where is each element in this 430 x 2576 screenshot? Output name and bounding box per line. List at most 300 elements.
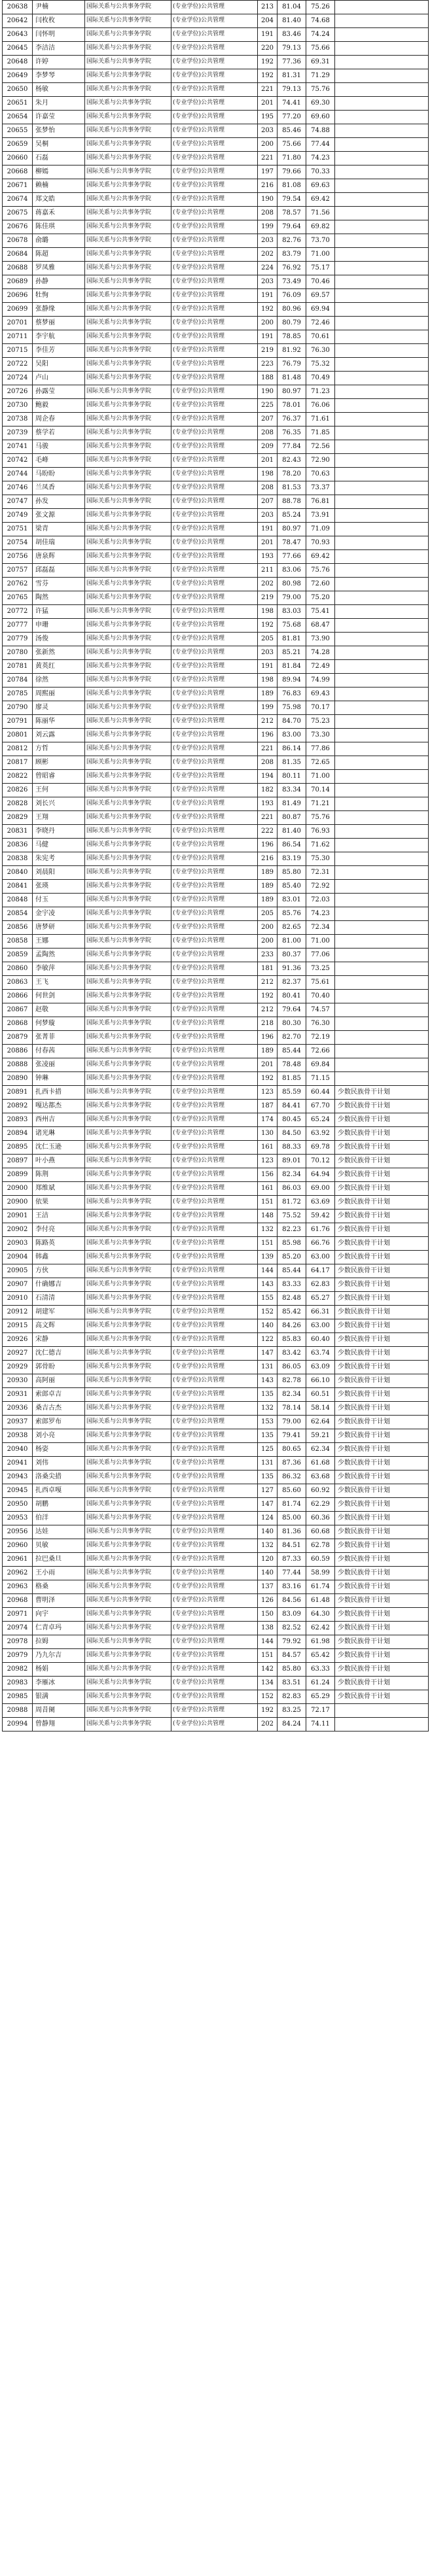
initial-score-cell: 223 [258, 358, 278, 372]
major-cell: (专业学位)公共管理 [171, 591, 258, 605]
interview-score-cell: 86.03 [278, 1182, 306, 1196]
department-cell: 国际关系与公共事务学院 [85, 1635, 171, 1649]
total-score-cell: 75.76 [306, 564, 335, 578]
interview-score-cell: 82.76 [278, 234, 306, 248]
initial-score-cell: 138 [258, 1622, 278, 1635]
major-cell: (专业学位)公共管理 [171, 1086, 258, 1100]
initial-score-cell: 189 [258, 894, 278, 907]
program-note-cell [335, 372, 429, 385]
student-name-cell: 仁青卓玛 [33, 1622, 85, 1635]
interview-score-cell: 77.84 [278, 440, 306, 454]
initial-score-cell: 187 [258, 1100, 278, 1113]
interview-score-cell: 76.37 [278, 413, 306, 426]
table-row [3, 1539, 429, 1553]
major-cell: (专业学位)公共管理 [171, 1663, 258, 1677]
student-id-cell: 20655 [3, 124, 33, 138]
initial-score-cell: 192 [258, 1704, 278, 1718]
student-id-cell: 20886 [3, 1045, 33, 1058]
major-cell: (专业学位)公共管理 [171, 56, 258, 69]
initial-score-cell: 135 [258, 1471, 278, 1484]
table-row [3, 1319, 429, 1333]
student-name-cell: 索郎卓吉 [33, 1388, 85, 1402]
major-cell: (专业学位)公共管理 [171, 97, 258, 111]
student-name-cell: 陈超 [33, 248, 85, 262]
program-note-cell [335, 303, 429, 317]
student-id-cell: 20863 [3, 976, 33, 990]
table-row [3, 742, 429, 756]
interview-score-cell: 75.52 [278, 1210, 306, 1223]
department-cell: 国际关系与公共事务学院 [85, 234, 171, 248]
initial-score-cell: 208 [258, 756, 278, 770]
initial-score-cell: 147 [258, 1347, 278, 1361]
student-name-cell: 刘小亮 [33, 1429, 85, 1443]
department-cell: 国际关系与公共事务学院 [85, 880, 171, 894]
student-id-cell: 20744 [3, 468, 33, 481]
interview-score-cell: 75.68 [278, 619, 306, 633]
program-note-cell [335, 578, 429, 591]
student-name-cell: 陈荆 [33, 1168, 85, 1182]
student-id-cell: 20762 [3, 578, 33, 591]
total-score-cell: 58.99 [306, 1567, 335, 1580]
initial-score-cell: 192 [258, 1072, 278, 1086]
student-id-cell: 20684 [3, 248, 33, 262]
department-cell: 国际关系与公共事务学院 [85, 1237, 171, 1251]
major-cell: (专业学位)公共管理 [171, 289, 258, 303]
department-cell: 国际关系与公共事务学院 [85, 866, 171, 880]
total-score-cell: 74.24 [306, 28, 335, 42]
program-note-cell: 少数民族骨干计划 [335, 1319, 429, 1333]
student-name-cell: 雪芬 [33, 578, 85, 591]
student-id-cell: 20822 [3, 770, 33, 784]
major-cell: (专业学位)公共管理 [171, 303, 258, 317]
student-name-cell: 李洁洁 [33, 42, 85, 56]
interview-score-cell: 83.79 [278, 248, 306, 262]
major-cell: (专业学位)公共管理 [171, 152, 258, 165]
major-cell: (专业学位)公共管理 [171, 1608, 258, 1622]
program-note-cell: 少数民族骨干计划 [335, 1278, 429, 1292]
total-score-cell: 69.42 [306, 193, 335, 207]
department-cell: 国际关系与公共事务学院 [85, 1196, 171, 1210]
initial-score-cell: 127 [258, 1484, 278, 1498]
table-row [3, 509, 429, 523]
major-cell: (专业学位)公共管理 [171, 413, 258, 426]
total-score-cell: 74.57 [306, 1003, 335, 1017]
table-body [3, 1, 429, 1732]
initial-score-cell: 191 [258, 660, 278, 674]
program-note-cell [335, 344, 429, 358]
program-note-cell [335, 83, 429, 97]
interview-score-cell: 78.47 [278, 536, 306, 550]
initial-score-cell: 203 [258, 509, 278, 523]
initial-score-cell: 122 [258, 1333, 278, 1347]
total-score-cell: 70.46 [306, 275, 335, 289]
table-row [3, 894, 429, 907]
student-id-cell: 20790 [3, 701, 33, 715]
student-name-cell: 徐然 [33, 674, 85, 688]
table-row [3, 1031, 429, 1045]
major-cell: (专业学位)公共管理 [171, 179, 258, 193]
department-cell: 国际关系与公共事务学院 [85, 756, 171, 770]
student-name-cell: 格桑 [33, 1580, 85, 1594]
interview-score-cell: 84.56 [278, 1594, 306, 1608]
student-id-cell: 20826 [3, 784, 33, 797]
table-row [3, 1429, 429, 1443]
department-cell: 国际关系与公共事务学院 [85, 220, 171, 234]
initial-score-cell: 131 [258, 1457, 278, 1471]
department-cell: 国际关系与公共事务学院 [85, 303, 171, 317]
total-score-cell: 69.82 [306, 220, 335, 234]
total-score-cell: 63.00 [306, 1251, 335, 1264]
program-note-cell [335, 454, 429, 468]
major-cell: (专业学位)公共管理 [171, 976, 258, 990]
student-id-cell: 20840 [3, 866, 33, 880]
table-row [3, 83, 429, 97]
major-cell: (专业学位)公共管理 [171, 1704, 258, 1718]
student-name-cell: 牡恂 [33, 289, 85, 303]
initial-score-cell: 192 [258, 69, 278, 83]
interview-score-cell: 86.32 [278, 1471, 306, 1484]
department-cell: 国际关系与公共事务学院 [85, 1333, 171, 1347]
program-note-cell [335, 289, 429, 303]
major-cell: (专业学位)公共管理 [171, 866, 258, 880]
student-id-cell: 20730 [3, 399, 33, 413]
program-note-cell: 少数民族骨干计划 [335, 1361, 429, 1374]
table-row [3, 962, 429, 976]
program-note-cell [335, 152, 429, 165]
initial-score-cell: 208 [258, 481, 278, 495]
student-name-cell: 闫枚枚 [33, 14, 85, 28]
table-row [3, 97, 429, 111]
student-id-cell: 20645 [3, 42, 33, 56]
interview-score-cell: 77.66 [278, 550, 306, 564]
student-name-cell: 李佳芳 [33, 344, 85, 358]
major-cell: (专业学位)公共管理 [171, 715, 258, 729]
department-cell: 国际关系与公共事务学院 [85, 289, 171, 303]
department-cell: 国际关系与公共事务学院 [85, 1594, 171, 1608]
program-note-cell [335, 894, 429, 907]
total-score-cell: 71.23 [306, 385, 335, 399]
table-row [3, 1168, 429, 1182]
interview-score-cell: 82.23 [278, 1223, 306, 1237]
student-name-cell: 朱宪考 [33, 852, 85, 866]
program-note-cell: 少数民族骨干计划 [335, 1223, 429, 1237]
interview-score-cell: 77.20 [278, 111, 306, 124]
program-note-cell: 少数民族骨干计划 [335, 1237, 429, 1251]
interview-score-cell: 84.50 [278, 1127, 306, 1141]
initial-score-cell: 132 [258, 1539, 278, 1553]
initial-score-cell: 161 [258, 1182, 278, 1196]
total-score-cell: 60.92 [306, 1484, 335, 1498]
initial-score-cell: 156 [258, 1168, 278, 1182]
major-cell: (专业学位)公共管理 [171, 1525, 258, 1539]
total-score-cell: 70.93 [306, 536, 335, 550]
program-note-cell [335, 852, 429, 866]
major-cell: (专业学位)公共管理 [171, 742, 258, 756]
table-row [3, 523, 429, 536]
table-row [3, 124, 429, 138]
interview-score-cell: 81.40 [278, 825, 306, 839]
total-score-cell: 70.49 [306, 372, 335, 385]
major-cell: (专业学位)公共管理 [171, 385, 258, 399]
program-note-cell [335, 949, 429, 962]
department-cell: 国际关系与公共事务学院 [85, 1718, 171, 1732]
student-id-cell: 20829 [3, 811, 33, 825]
student-name-cell: 李梦琴 [33, 69, 85, 83]
table-row [3, 1525, 429, 1539]
department-cell: 国际关系与公共事务学院 [85, 14, 171, 28]
major-cell: (专业学位)公共管理 [171, 797, 258, 811]
department-cell: 国际关系与公共事务学院 [85, 1251, 171, 1264]
table-row [3, 303, 429, 317]
student-name-cell: 依果 [33, 1196, 85, 1210]
table-row [3, 1498, 429, 1512]
department-cell: 国际关系与公共事务学院 [85, 385, 171, 399]
table-row [3, 990, 429, 1003]
department-cell: 国际关系与公共事务学院 [85, 715, 171, 729]
total-score-cell: 76.81 [306, 495, 335, 509]
table-row [3, 646, 429, 660]
student-id-cell: 20902 [3, 1223, 33, 1237]
table-row [3, 440, 429, 454]
table-row [3, 1292, 429, 1306]
table-row [3, 1718, 429, 1732]
major-cell: (专业学位)公共管理 [171, 1141, 258, 1155]
department-cell: 国际关系与公共事务学院 [85, 165, 171, 179]
interview-score-cell: 74.41 [278, 97, 306, 111]
initial-score-cell: 190 [258, 385, 278, 399]
department-cell: 国际关系与公共事务学院 [85, 852, 171, 866]
student-name-cell: 赖楠 [33, 179, 85, 193]
major-cell: (专业学位)公共管理 [171, 1058, 258, 1072]
program-note-cell [335, 688, 429, 701]
table-row [3, 811, 429, 825]
major-cell: (专业学位)公共管理 [171, 784, 258, 797]
interview-score-cell: 80.97 [278, 385, 306, 399]
interview-score-cell: 85.42 [278, 1306, 306, 1319]
total-score-cell: 73.91 [306, 509, 335, 523]
major-cell: (专业学位)公共管理 [171, 1690, 258, 1704]
department-cell: 国际关系与公共事务学院 [85, 660, 171, 674]
table-row [3, 385, 429, 399]
major-cell: (专业学位)公共管理 [171, 1, 258, 14]
total-score-cell: 64.94 [306, 1168, 335, 1182]
student-name-cell: 达娃 [33, 1525, 85, 1539]
major-cell: (专业学位)公共管理 [171, 399, 258, 413]
total-score-cell: 62.34 [306, 1443, 335, 1457]
major-cell: (专业学位)公共管理 [171, 495, 258, 509]
student-id-cell: 20910 [3, 1292, 33, 1306]
table-row [3, 165, 429, 179]
interview-score-cell: 80.41 [278, 990, 306, 1003]
table-row [3, 935, 429, 949]
student-name-cell: 鲍毅 [33, 399, 85, 413]
interview-score-cell: 87.33 [278, 1553, 306, 1567]
interview-score-cell: 83.33 [278, 1278, 306, 1292]
major-cell: (专业学位)公共管理 [171, 344, 258, 358]
department-cell: 国际关系与公共事务学院 [85, 1058, 171, 1072]
table-row [3, 468, 429, 481]
initial-score-cell: 140 [258, 1319, 278, 1333]
student-name-cell: 扎西卓嘎 [33, 1484, 85, 1498]
major-cell: (专业学位)公共管理 [171, 1443, 258, 1457]
student-id-cell: 20701 [3, 317, 33, 330]
table-row [3, 413, 429, 426]
initial-score-cell: 218 [258, 1017, 278, 1031]
student-name-cell: 高文辉 [33, 1319, 85, 1333]
department-cell: 国际关系与公共事务学院 [85, 825, 171, 839]
student-name-cell: 王飞 [33, 976, 85, 990]
interview-score-cell: 79.13 [278, 83, 306, 97]
interview-score-cell: 84.70 [278, 715, 306, 729]
initial-score-cell: 147 [258, 1498, 278, 1512]
interview-score-cell: 81.31 [278, 69, 306, 83]
initial-score-cell: 193 [258, 550, 278, 564]
total-score-cell: 69.63 [306, 179, 335, 193]
student-name-cell: 张新然 [33, 646, 85, 660]
major-cell: (专业学位)公共管理 [171, 1594, 258, 1608]
student-id-cell: 20891 [3, 1086, 33, 1100]
table-row [3, 921, 429, 935]
interview-score-cell: 80.98 [278, 578, 306, 591]
initial-score-cell: 212 [258, 715, 278, 729]
student-id-cell: 20648 [3, 56, 33, 69]
table-row [3, 358, 429, 372]
student-id-cell: 20963 [3, 1580, 33, 1594]
department-cell: 国际关系与公共事务学院 [85, 784, 171, 797]
student-id-cell: 20985 [3, 1690, 33, 1704]
student-name-cell: 杨娟 [33, 1663, 85, 1677]
total-score-cell: 71.56 [306, 207, 335, 220]
program-note-cell: 少数民族骨干计划 [335, 1333, 429, 1347]
department-cell: 国际关系与公共事务学院 [85, 536, 171, 550]
department-cell: 国际关系与公共事务学院 [85, 935, 171, 949]
department-cell: 国际关系与公共事务学院 [85, 1100, 171, 1113]
department-cell: 国际关系与公共事务学院 [85, 152, 171, 165]
student-id-cell: 20931 [3, 1388, 33, 1402]
student-name-cell: 拉巴桑旦 [33, 1553, 85, 1567]
major-cell: (专业学位)公共管理 [171, 1031, 258, 1045]
total-score-cell: 72.90 [306, 454, 335, 468]
program-note-cell [335, 426, 429, 440]
table-row [3, 399, 429, 413]
initial-score-cell: 161 [258, 1141, 278, 1155]
major-cell: (专业学位)公共管理 [171, 990, 258, 1003]
table-row [3, 1690, 429, 1704]
program-note-cell [335, 111, 429, 124]
major-cell: (专业学位)公共管理 [171, 124, 258, 138]
program-note-cell [335, 646, 429, 660]
student-id-cell: 20945 [3, 1484, 33, 1498]
interview-score-cell: 81.48 [278, 372, 306, 385]
student-id-cell: 20751 [3, 523, 33, 536]
table-row [3, 701, 429, 715]
department-cell: 国际关系与公共事务学院 [85, 688, 171, 701]
total-score-cell: 75.30 [306, 852, 335, 866]
student-id-cell: 20779 [3, 633, 33, 646]
student-name-cell: 李宇航 [33, 330, 85, 344]
initial-score-cell: 135 [258, 1388, 278, 1402]
student-name-cell: 周企春 [33, 413, 85, 426]
student-name-cell: 向宇 [33, 1608, 85, 1622]
initial-score-cell: 198 [258, 468, 278, 481]
student-name-cell: 刘晨阳 [33, 866, 85, 880]
department-cell: 国际关系与公共事务学院 [85, 124, 171, 138]
interview-score-cell: 80.79 [278, 317, 306, 330]
program-note-cell: 少数民族骨干计划 [335, 1649, 429, 1663]
major-cell: (专业学位)公共管理 [171, 1388, 258, 1402]
total-score-cell: 66.31 [306, 1306, 335, 1319]
table-row [3, 1278, 429, 1292]
student-id-cell: 20746 [3, 481, 33, 495]
total-score-cell: 63.69 [306, 1196, 335, 1210]
student-id-cell: 20900 [3, 1196, 33, 1210]
total-score-cell: 69.42 [306, 550, 335, 564]
program-note-cell: 少数民族骨干计划 [335, 1196, 429, 1210]
table-row [3, 28, 429, 42]
table-row [3, 1045, 429, 1058]
total-score-cell: 72.60 [306, 578, 335, 591]
student-id-cell: 20960 [3, 1539, 33, 1553]
student-name-cell: 沈仁德吉 [33, 1347, 85, 1361]
major-cell: (专业学位)公共管理 [171, 1635, 258, 1649]
initial-score-cell: 221 [258, 83, 278, 97]
interview-score-cell: 85.76 [278, 907, 306, 921]
total-score-cell: 70.33 [306, 165, 335, 179]
initial-score-cell: 208 [258, 426, 278, 440]
program-note-cell: 少数民族骨干计划 [335, 1347, 429, 1361]
department-cell: 国际关系与公共事务学院 [85, 1512, 171, 1525]
student-name-cell: 黄英红 [33, 660, 85, 674]
interview-score-cell: 80.37 [278, 949, 306, 962]
initial-score-cell: 191 [258, 289, 278, 303]
student-id-cell: 20784 [3, 674, 33, 688]
total-score-cell: 70.17 [306, 701, 335, 715]
initial-score-cell: 205 [258, 907, 278, 921]
total-score-cell: 71.61 [306, 413, 335, 426]
student-name-cell: 刘伟 [33, 1457, 85, 1471]
table-row [3, 1663, 429, 1677]
total-score-cell: 69.84 [306, 1058, 335, 1072]
department-cell: 国际关系与公共事务学院 [85, 907, 171, 921]
table-row [3, 1594, 429, 1608]
department-cell: 国际关系与公共事务学院 [85, 921, 171, 935]
interview-score-cell: 85.24 [278, 509, 306, 523]
table-row [3, 1155, 429, 1168]
total-score-cell: 74.28 [306, 646, 335, 660]
major-cell: (专业学位)公共管理 [171, 1498, 258, 1512]
program-note-cell [335, 1031, 429, 1045]
program-note-cell [335, 1045, 429, 1058]
student-name-cell: 俞璐 [33, 234, 85, 248]
table-row [3, 344, 429, 358]
interview-score-cell: 85.44 [278, 1045, 306, 1058]
student-id-cell: 20741 [3, 440, 33, 454]
total-score-cell: 69.00 [306, 1182, 335, 1196]
student-name-cell: 钟琳 [33, 1072, 85, 1086]
student-id-cell: 20654 [3, 111, 33, 124]
table-row [3, 372, 429, 385]
table-row [3, 1182, 429, 1196]
student-id-cell: 20936 [3, 1402, 33, 1416]
student-name-cell: 曾昭睿 [33, 770, 85, 784]
total-score-cell: 71.00 [306, 935, 335, 949]
department-cell: 国际关系与公共事务学院 [85, 1498, 171, 1512]
program-note-cell [335, 481, 429, 495]
department-cell: 国际关系与公共事务学院 [85, 317, 171, 330]
total-score-cell: 73.90 [306, 633, 335, 646]
department-cell: 国际关系与公共事务学院 [85, 797, 171, 811]
student-name-cell: 张菁菲 [33, 1031, 85, 1045]
